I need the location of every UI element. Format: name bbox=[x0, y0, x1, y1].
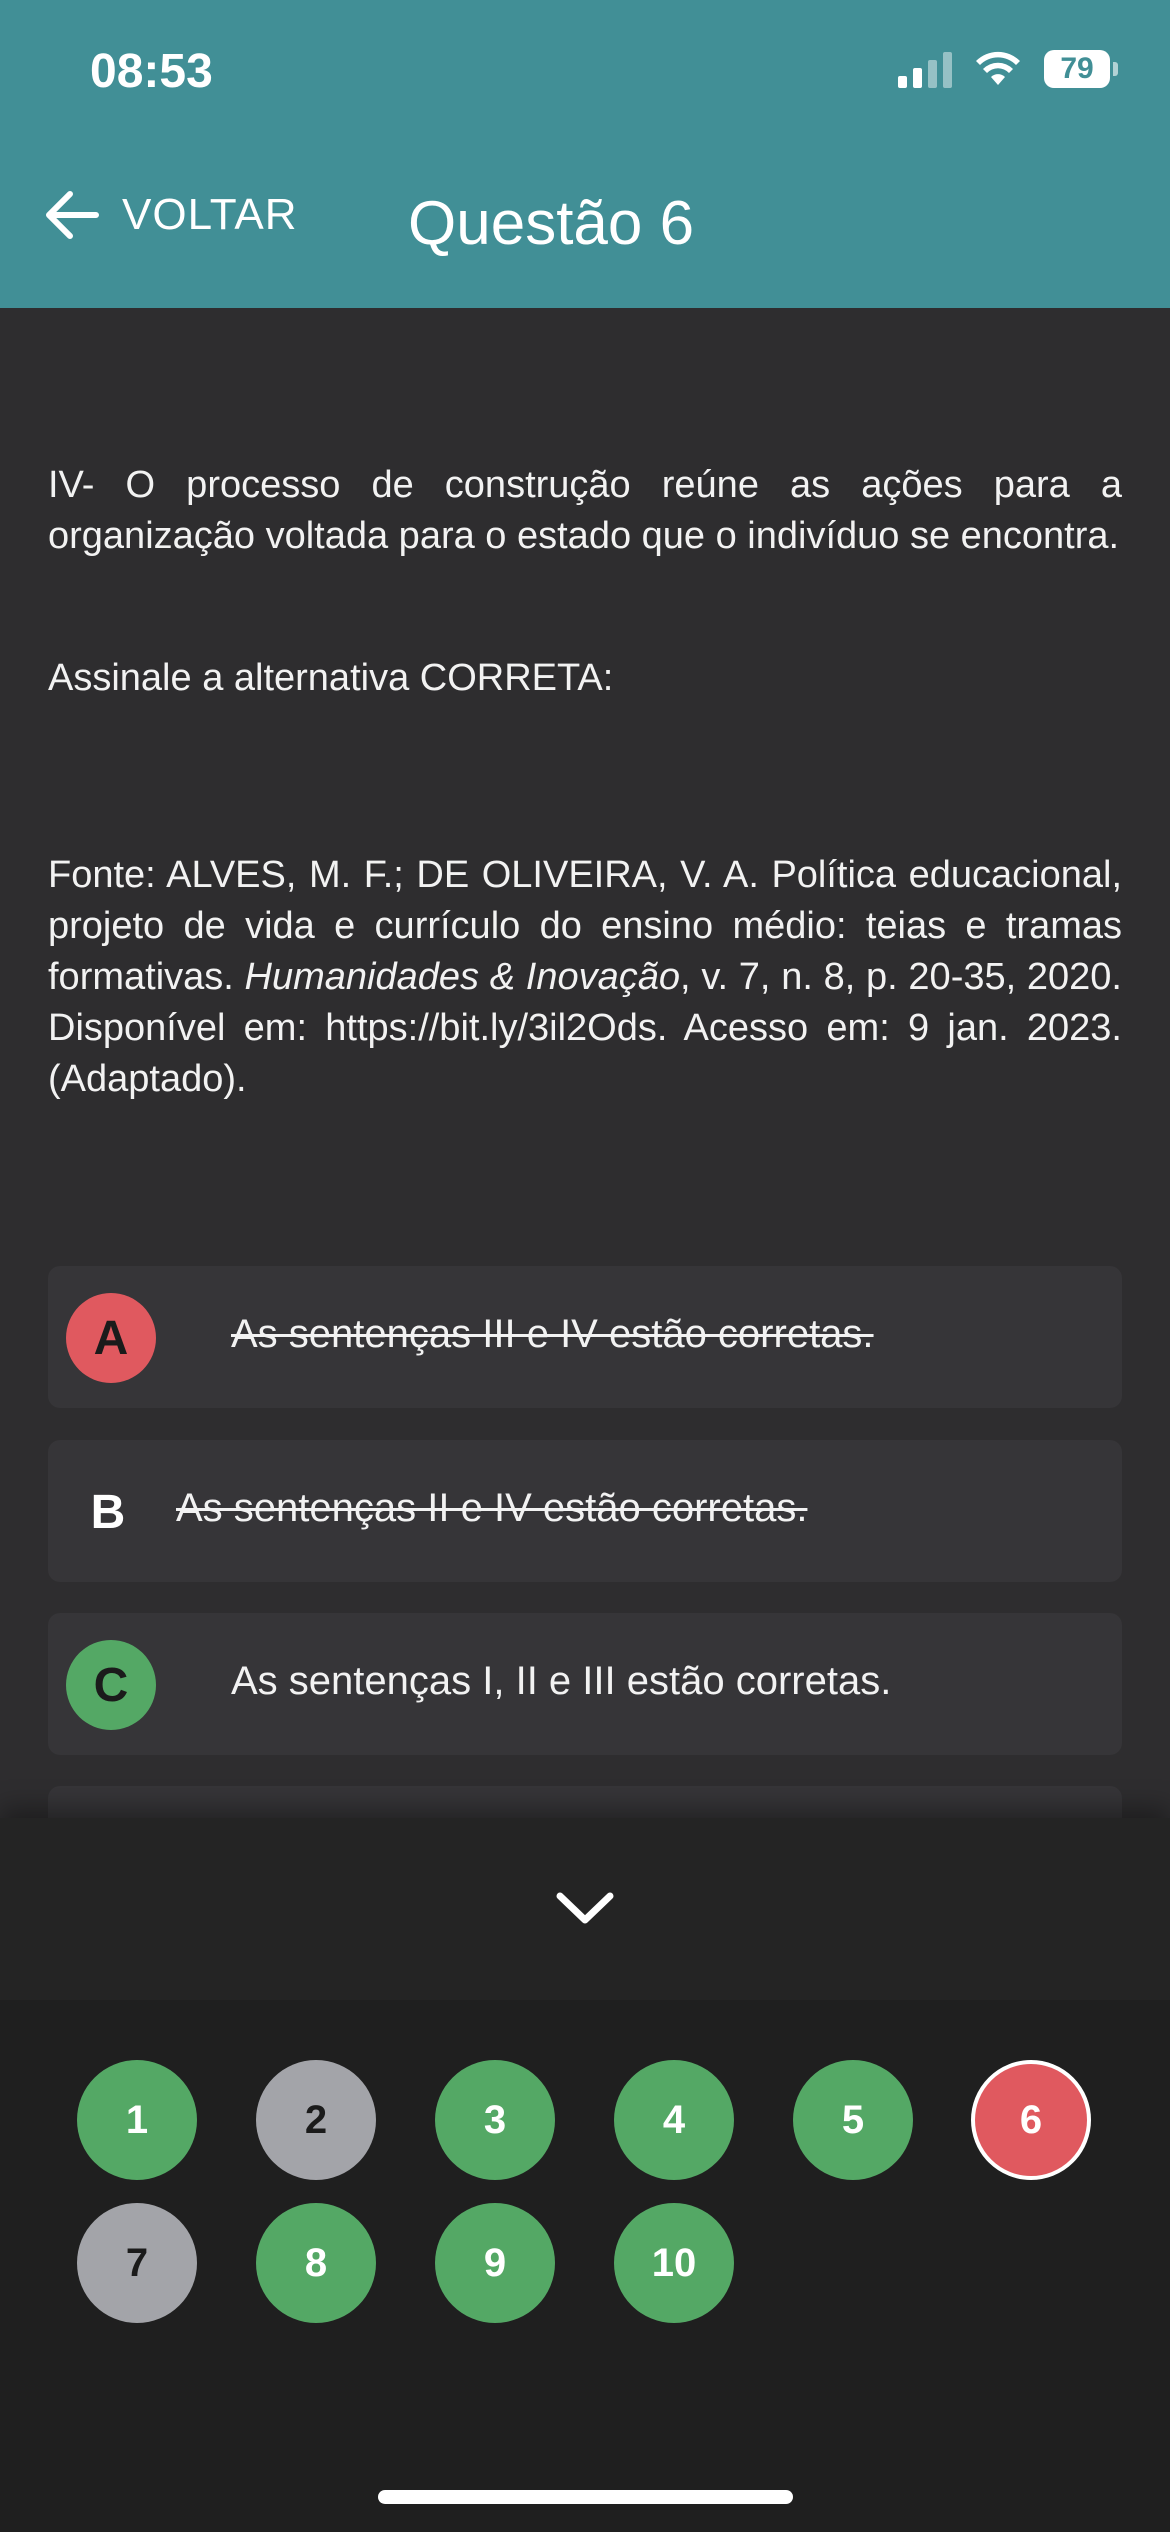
status-icons bbox=[898, 50, 1110, 88]
question-nav-8[interactable]: 8 bbox=[256, 2203, 376, 2323]
page-title: Questão 6 bbox=[408, 189, 695, 258]
source-suffix: , v. 7, n. 8, p. 20-35, 2020. Disponível em: https://bit.ly/3il2Ods. Acesso em: 9 jan. 2023. (Adaptado). bbox=[48, 956, 1122, 1100]
cellular-signal-icon bbox=[898, 50, 952, 88]
source-prefix: Fonte: ALVES, M. F.; DE OLIVEIRA, V. A. Política educacional, projeto de vida e currículo do ensino médio: teias e tramas formativas. bbox=[48, 854, 1122, 998]
question-nav-10[interactable]: 10 bbox=[614, 2203, 734, 2323]
option-b[interactable] bbox=[48, 1440, 1122, 1582]
option-letter-badge: A bbox=[66, 1293, 156, 1383]
question-nav-6[interactable]: 6 bbox=[971, 2060, 1091, 2180]
statement-iv: IV- O processo de construção reúne as ações para a organização voltada para o estado que o indivíduo se encontra. bbox=[48, 464, 1122, 557]
status-time: 08:53 bbox=[90, 45, 213, 98]
option-c[interactable] bbox=[48, 1613, 1122, 1755]
question-nav-3[interactable]: 3 bbox=[435, 2060, 555, 2180]
chevron-down-icon[interactable] bbox=[554, 1888, 616, 1928]
app-header bbox=[0, 0, 1170, 308]
question-nav-2[interactable]: 2 bbox=[256, 2060, 376, 2180]
question-nav-1[interactable]: 1 bbox=[77, 2060, 197, 2180]
option-letter-badge: C bbox=[66, 1640, 156, 1730]
instruction-text: Assinale a alternativa CORRETA: bbox=[48, 657, 614, 699]
arrow-left-icon bbox=[44, 190, 100, 240]
question-nav-7[interactable]: 7 bbox=[77, 2203, 197, 2323]
back-button[interactable] bbox=[44, 190, 298, 240]
source-citation bbox=[48, 850, 1122, 1105]
battery-icon bbox=[1044, 50, 1110, 88]
option-a[interactable] bbox=[48, 1266, 1122, 1408]
sheet-handle-area[interactable] bbox=[0, 1818, 1170, 2000]
question-nav-4[interactable]: 4 bbox=[614, 2060, 734, 2180]
home-indicator[interactable] bbox=[378, 2490, 793, 2504]
question-navigator-sheet bbox=[0, 1818, 1170, 2532]
option-text: As sentenças II e IV estão corretas. bbox=[176, 1486, 808, 1530]
question-nav-9[interactable]: 9 bbox=[435, 2203, 555, 2323]
question-nav-5[interactable]: 5 bbox=[793, 2060, 913, 2180]
option-letter-badge: B bbox=[90, 1485, 126, 1539]
source-journal: Humanidades & Inovação bbox=[244, 956, 681, 998]
back-label: VOLTAR bbox=[122, 190, 298, 239]
battery-level: 79 bbox=[1060, 52, 1094, 85]
option-text: As sentenças I, II e III estão corretas. bbox=[231, 1659, 892, 1703]
wifi-icon bbox=[974, 51, 1022, 87]
option-text: As sentenças III e IV estão corretas. bbox=[231, 1312, 874, 1356]
